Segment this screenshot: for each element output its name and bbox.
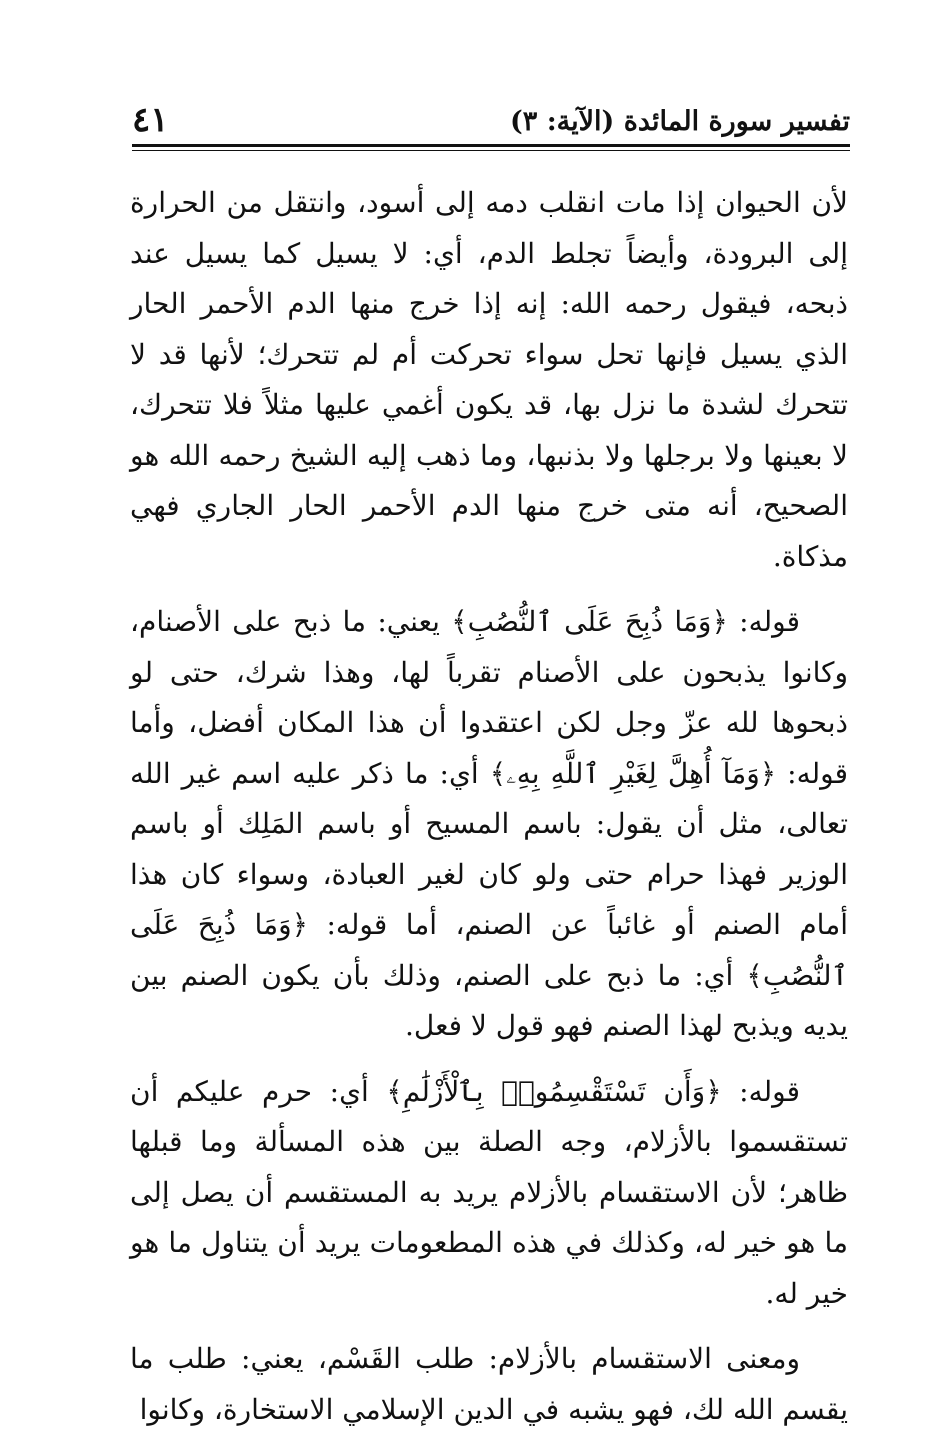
- paragraph-2: قوله: ﴿وَمَا ذُبِحَ عَلَى ٱلنُّصُبِ﴾ يعني: ما ذبح على الأصنام، وكانوا يذبحون على الأصنام تقرباً لها، وهذا شرك، حتى لو ذبحوها لله عزّ وجل لكن اعتقدوا أن هذا المكان أفضل، وأما قوله: ﴿وَمَآ أُهِلَّ لِغَيْرِ ٱللَّهِ بِهِۦ﴾ أي: ما ذكر عليه اسم غير الله تعالى، مثل أن يقول: باسم المسيح أو باسم المَلِك أو باسم الوزير فهذا حرام حتى ولو كان لغير العبادة، وسواء كان هذا أمام الصنم أو غائباً عن الصنم، أما قوله: ﴿وَمَا ذُبِحَ عَلَى ٱلنُّصُبِ﴾ أي: ما ذبح على الصنم، وذلك بأن يكون الصنم بين يديه ويذبح لهذا الصنم فهو قول لا فعل.: [130, 605, 848, 1042]
- page-number: ٤١: [132, 100, 169, 140]
- running-title: تفسير سورة المائدة (الآية: ٣): [510, 106, 850, 137]
- paragraph-3: قوله: ﴿وَأَن تَسْتَقْسِمُوا۟ بِٱلْأَزْلَٰمِ﴾ أي: حرم عليكم أن تستقسموا بالأزلام، وجه الصلة بين هذه المسألة وما قبلها ظاهر؛ لأن الاستقسام بالأزلام يريد به المستقسم أن يصل إلى ما هو خير له، وكذلك في هذه المطعومات يريد أن يتناول ما هو خير له.: [130, 1074, 848, 1310]
- paragraph-4: ومعنى الاستقسام بالأزلام: طلب القَسْم، يعني: طلب ما يقسم الله لك، فهو يشبه في الدين الإسلامي الاستخارة، وكانوا: [130, 1342, 848, 1426]
- paragraph-1: لأن الحيوان إذا مات انقلب دمه إلى أسود، وانتقل من الحرارة إلى البرودة، وأيضاً تجلط الدم، أي: لا يسيل كما يسيل عند ذبحه، فيقول رحمه الله: إنه إذا خرج منها الدم الأحمر الحار الذي يسيل فإنها تحل سواء تحركت أم لم تتحرك؛ لأنها قد لا تتحرك لشدة ما نزل بها، قد يكون أغمي عليها مثلاً فلا تتحرك، لا بعينها ولا برجلها ولا بذنبها، وما ذهب إليه الشيخ رحمه الله هو الصحيح، أنه متى خرج منها الدم الأحمر الحار الجاري فهي مذكاة.: [130, 186, 848, 573]
- page-header: [132, 100, 850, 144]
- body-text: [130, 178, 848, 1435]
- header-rule-thick: [132, 144, 850, 147]
- header-rule-thin: [132, 150, 850, 151]
